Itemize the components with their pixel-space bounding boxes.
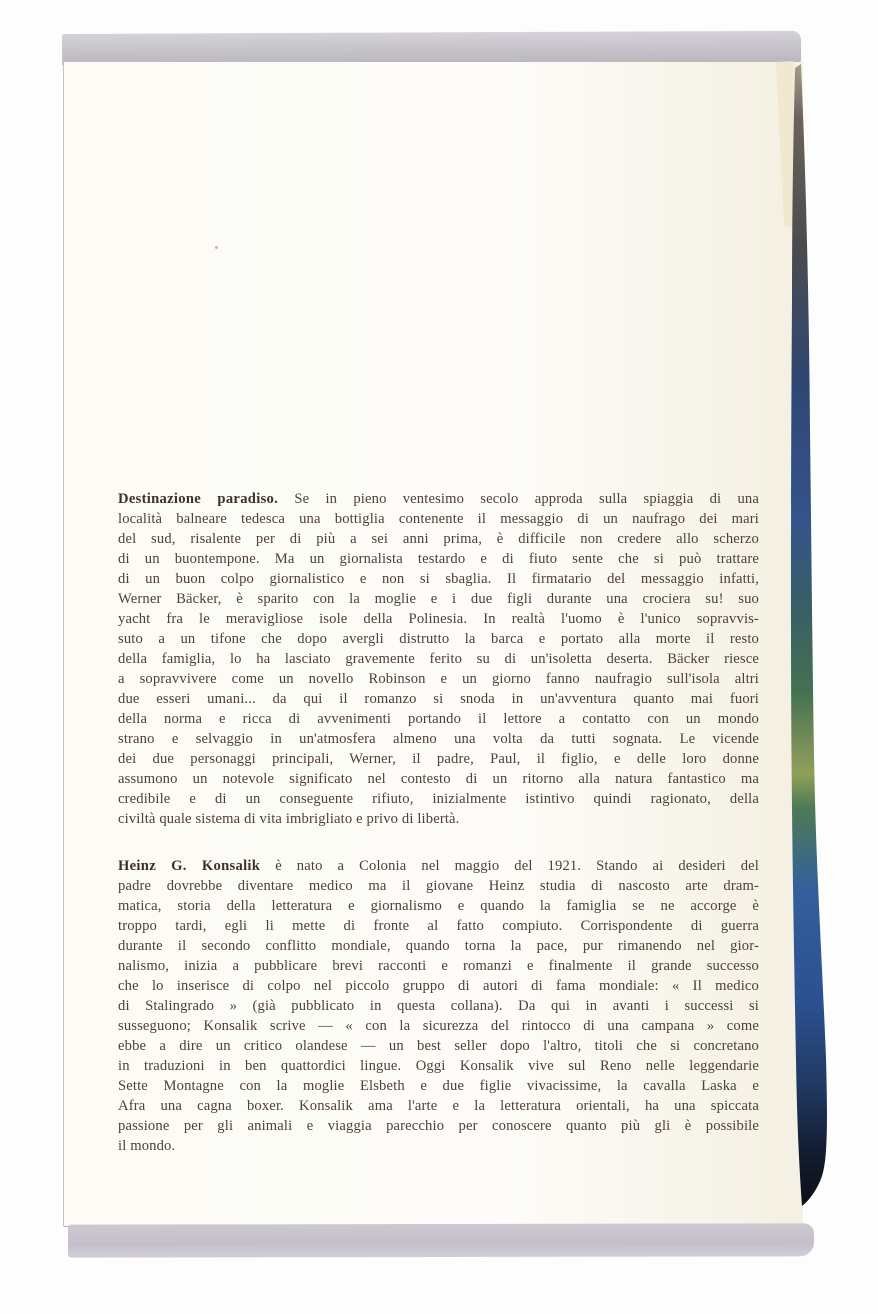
book-bottom-page-edge [68,1223,814,1257]
text-line: Heinz G. Konsalik è nato a Colonia nel maggio del 1921. Stando ai desideri del [118,858,759,874]
text-line: padre dovrebbe diventare medico ma il giovane Heinz studia di nascosto arte dram- [118,878,759,894]
text-line: di un buon colpo giornalistico e non si sbaglia. Il firmatario del messaggio infatti, [118,571,759,587]
text-line: susseguono; Konsalik scrive — « con la sicurezza del rintocco di una campana » come [118,1018,759,1034]
text-line: della norma e ricca di avvenimenti portando il lettore a contatto con un mondo [118,711,759,727]
text-line: località balneare tedesca una bottiglia contenente il messaggio di un naufrago dei mari [118,511,759,527]
text-line: strano e selvaggio in un'atmosfera almeno una volta da tutti sognata. Le vicende [118,731,759,747]
book-top-page-edge [62,31,801,66]
text-line: a sopravvivere come un novello Robinson e un giorno fanno naufragio sull'isola altri [118,671,759,687]
text-line: assumono un notevole significato nel contesto di un ritorno alla natura fantastico ma [118,771,759,787]
text-line: civiltà quale sistema di vita imbrigliato e privo di libertà. [118,811,460,827]
paragraph [118,489,759,829]
text-line: di Stalingrado » (già pubblicato in questa collana). Da qui in avanti i successi si [118,998,759,1014]
text-line: suto a un tifone che dopo avergli distrutto la barca e portato alla morte il resto [118,631,759,647]
text-line: credibile e di un conseguente rifiuto, inizialmente istintivo quindi ragionato, della [118,791,759,807]
text-line: Werner Bäcker, è sparito con la moglie e i due figli durante una crociera su! suo [118,591,759,607]
text-line: dei due personaggi principali, Werner, il padre, Paul, il figlio, e delle loro donne [118,751,759,767]
text-line: troppo tardi, egli li mette di fronte al fatto compiuto. Corrispondente di guerra [118,918,759,934]
paragraph [118,856,759,1156]
text-line: durante il secondo conflitto mondiale, quando torna la pace, pur rimanendo nel gior- [118,938,759,954]
text-line: Sette Montagne con la moglie Elsbeth e due figlie vivacissime, la cavalla Laska e [118,1078,759,1094]
paragraph-lead: Destinazione paradiso. [118,491,279,507]
text-line: in traduzioni in ben quattordici lingue. Oggi Konsalik vive sul Reno nelle leggendarie [118,1058,759,1074]
text-line: nalismo, inizia a pubblicare brevi racconti e romanzi e finalmente il grande successo [118,958,759,974]
text-line: passione per gli animali e viaggia parecchio per conoscere quanto più gli è possibile [118,1118,759,1134]
text-line: il mondo. [118,1138,176,1154]
paragraph-lead: Heinz G. Konsalik [118,858,261,874]
text-line: ebbe a dire un critico olandese — un best seller dopo l'altro, titoli che si concretano [118,1038,759,1054]
text-line: due esseri umani... da qui il romanzo si snoda in un'avventura quanto mai fuori [118,691,759,707]
text-line: che lo inserisce di colpo nel piccolo gruppo di autori di fama mondiale: « Il medico [118,978,759,994]
text-line: di un buontempone. Ma un giornalista testardo e di fiuto sente che si può trattare [118,551,759,567]
flap-text [118,489,759,1156]
text-line: della famiglia, lo ha lasciato gravemente ferito su di un'isoletta deserta. Bäcker riesce [118,651,759,667]
text-line: matica, storia della letteratura e giornalismo e quando la famiglia se ne accorge è [118,898,759,914]
paper-speck [215,246,218,249]
text-line: del sud, risalente per di più a sei anni prima, è difficile non credere allo scherzo [118,531,759,547]
text-line: Destinazione paradiso. Se in pieno ventesimo secolo approda sulla spiaggia di una [118,491,759,507]
text-line: yacht fra le meravigliose isole della Polinesia. In realtà l'uomo è l'unico sopravvis- [118,611,759,627]
text-line: Afra una cagna boxer. Konsalik ama l'arte e la letteratura orientali, ha una spiccata [118,1098,759,1114]
